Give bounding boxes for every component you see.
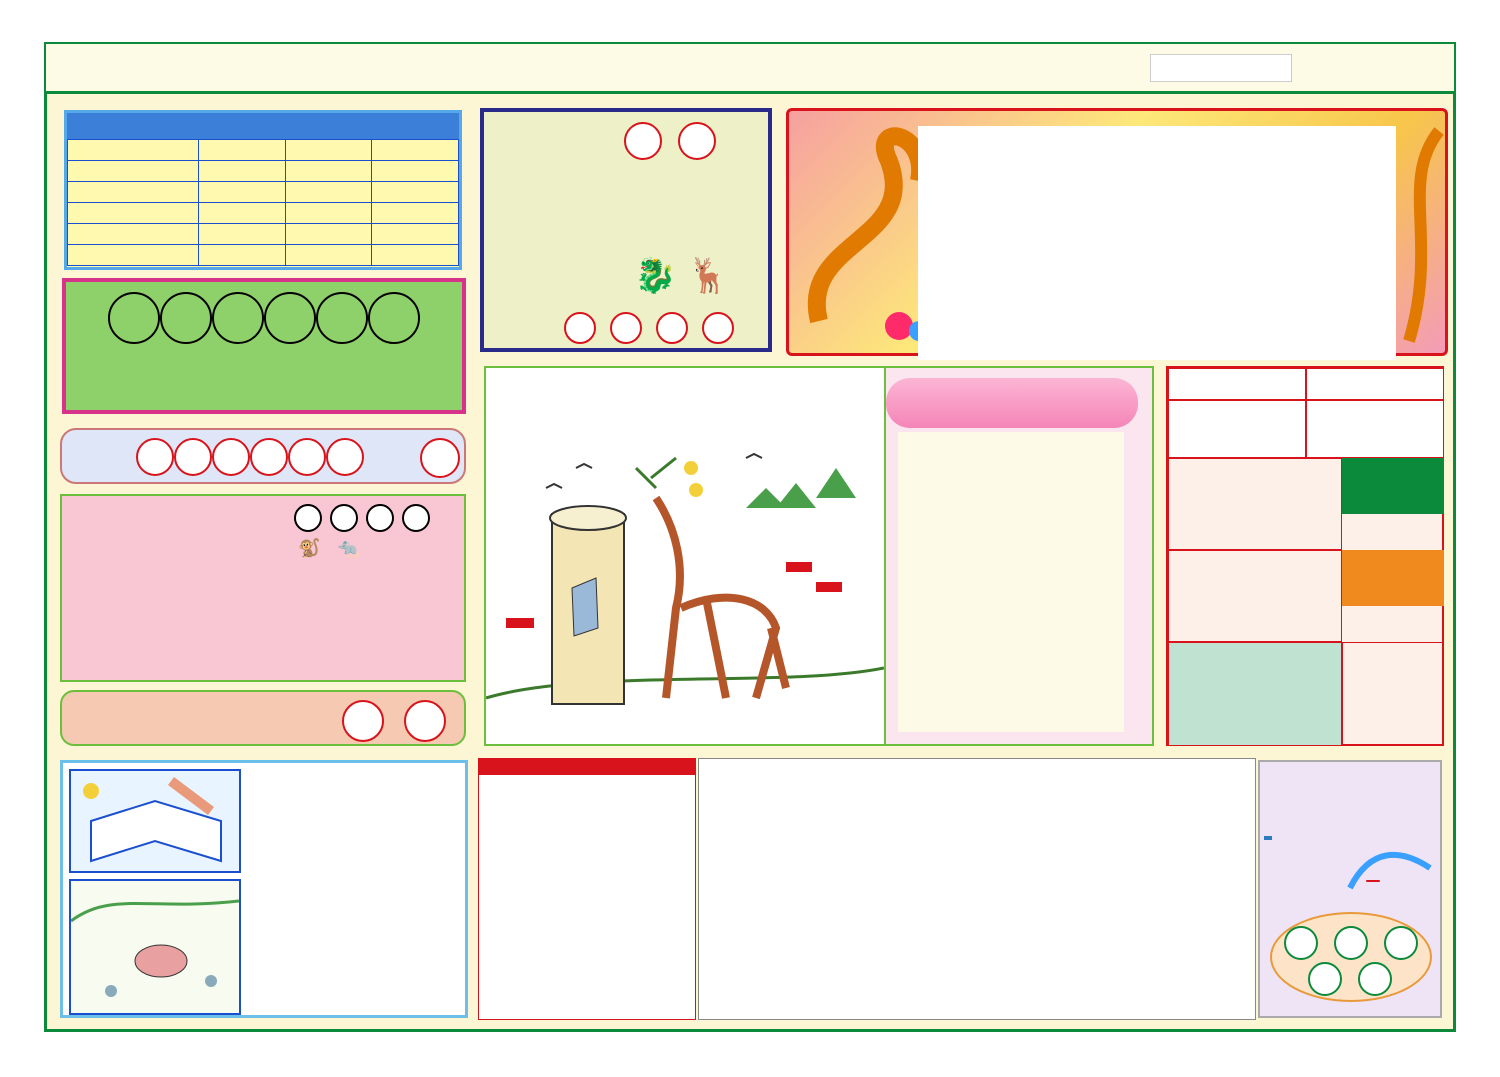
special-number: [420, 438, 460, 478]
deer-icon: 🦌: [687, 256, 730, 296]
header-bar: [46, 44, 1454, 94]
give-value: [372, 203, 459, 224]
double-value: [1306, 400, 1444, 458]
strategy-numbers-oval: [1270, 912, 1432, 1002]
number-ball: [212, 438, 250, 476]
trend-dots-icon: [699, 759, 1255, 1019]
results-title: [479, 759, 695, 775]
number-ball: [160, 292, 212, 344]
pig-illustration-icon: [69, 879, 241, 1015]
give-value: [372, 182, 459, 203]
hot-table: [67, 139, 459, 266]
poem-panel: [898, 432, 1124, 732]
count-value-1: [1342, 514, 1444, 550]
give-value: [372, 224, 459, 245]
treasure-scroll: [884, 366, 1154, 746]
weak-value: [285, 224, 372, 245]
hot-table-header: [68, 140, 459, 161]
number-ball: [294, 504, 322, 532]
monkey-icon: 🐒: [298, 538, 321, 559]
number-ball: [174, 438, 212, 476]
hot-table-col-give: [372, 140, 459, 161]
strategy-box: [1258, 760, 1442, 1018]
lucky-box: [60, 494, 466, 682]
number-ball: [1284, 926, 1318, 960]
strategy-type: [1366, 880, 1380, 882]
number-ball: [702, 312, 734, 344]
issue-box: [1150, 54, 1292, 82]
table-row: [68, 161, 459, 182]
number-ball: [610, 312, 642, 344]
number-ball: [1334, 926, 1368, 960]
hot-table-col-gate: [68, 140, 199, 161]
table-row: [68, 245, 459, 266]
last-draw-numbers: [136, 438, 364, 480]
computer-analysis-box: [62, 278, 466, 414]
computer-numbers: [66, 292, 462, 348]
sister-box: [60, 690, 466, 746]
number-ball: [1308, 962, 1342, 996]
number-ball: [264, 292, 316, 344]
hot-value: [199, 224, 286, 245]
open-label-1: [1168, 368, 1306, 400]
number-ball: [366, 504, 394, 532]
hot-value: [199, 203, 286, 224]
weak-value: [285, 182, 372, 203]
give-value: [372, 161, 459, 182]
treasure-title: [886, 378, 1138, 428]
open-label-2: [1306, 368, 1444, 400]
open-number-1: [1168, 458, 1342, 550]
big-value: [1168, 400, 1306, 458]
count-label-1: [1342, 458, 1444, 514]
lucky-row1-numbers: [294, 504, 430, 536]
blank-ad-area: [918, 126, 1396, 360]
number-ball: [326, 438, 364, 476]
number-ball: [108, 292, 160, 344]
treasure-drawing: [484, 366, 886, 746]
deer-drawing-icon: [486, 368, 884, 744]
count-label-2: [1342, 550, 1444, 606]
count-value-2: [1342, 606, 1444, 642]
seagull-icon: [1340, 838, 1440, 898]
weak-value: [285, 161, 372, 182]
number-ball: [1384, 926, 1418, 960]
rat-icon: 🐀: [337, 538, 361, 559]
number-ball: [1358, 962, 1392, 996]
give-value: [372, 245, 459, 266]
hot-value: [199, 182, 286, 203]
hot-weak-table-box: [64, 110, 462, 270]
number-ball: [624, 122, 662, 160]
table-row: [68, 224, 459, 245]
ornament-icon: [1399, 121, 1447, 351]
number-ball: [250, 438, 288, 476]
number-ball: [404, 700, 446, 742]
give-numbers: [564, 312, 734, 348]
zodiac-icons: [298, 538, 360, 559]
famous-number: [1342, 642, 1444, 746]
hot-table-title: [67, 113, 459, 139]
dragon-icon: 🐉: [634, 256, 677, 296]
famous-box: [1168, 642, 1342, 746]
number-ball: [316, 292, 368, 344]
hot-value: [199, 161, 286, 182]
number-ball: [136, 438, 174, 476]
trend-grid: [698, 758, 1256, 1020]
number-ball: [368, 292, 420, 344]
right-result-panel: [1166, 366, 1444, 746]
number-ball: [564, 312, 596, 344]
number-ball: [656, 312, 688, 344]
number-ball: [678, 122, 716, 160]
hot-table-col-hot: [199, 140, 286, 161]
number-ball: [402, 504, 430, 532]
number-ball: [288, 438, 326, 476]
weak-value: [285, 245, 372, 266]
last-draw-box: [60, 428, 466, 484]
weak-value: [285, 203, 372, 224]
table-row: [68, 203, 459, 224]
zodiac-images: [634, 256, 730, 296]
open-number-2: [1168, 550, 1342, 642]
story-box: [60, 760, 468, 1018]
table-row: [68, 182, 459, 203]
number-ball: [212, 292, 264, 344]
hot-table-col-weak: [285, 140, 372, 161]
hot-value: [199, 245, 286, 266]
special-code-box: [480, 108, 772, 352]
results-table: [478, 758, 696, 1020]
number-ball: [330, 504, 358, 532]
book-illustration-icon: [69, 769, 241, 873]
strategy-sub: [1264, 836, 1272, 840]
number-ball: [342, 700, 384, 742]
